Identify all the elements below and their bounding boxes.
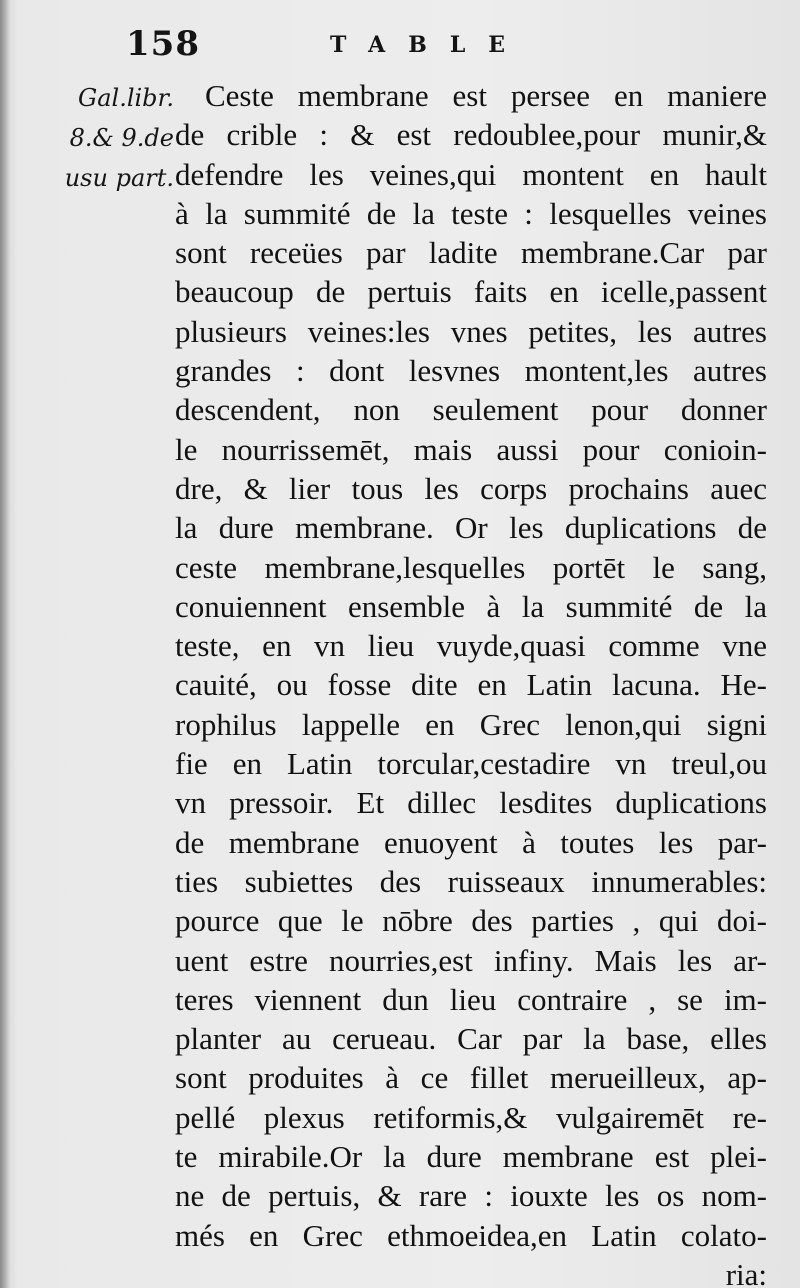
text-line: ne de pertuis, & rare : iouxte les os nom- [175, 1178, 767, 1214]
text-line: sont produites à ce fillet merueilleux, ap- [175, 1060, 767, 1096]
body-text [175, 76, 767, 1288]
text-line: à la summité de la teste : lesquelles veines [175, 195, 767, 231]
text-line: plusieurs veines:les vnes petites, les autres [175, 313, 767, 349]
text-line: sont receües par ladite membrane.Car par [175, 235, 767, 271]
text-line: le nourrissemēt, mais aussi pour conioin- [175, 431, 767, 467]
text-line: planter au cerueau. Car par la base, elles [175, 1021, 767, 1057]
margin-note-line: Gal.libr. [78, 84, 174, 112]
text-line: fie en Latin torcular,cestadire vn treul,ou [175, 746, 767, 782]
text-line: de crible : & est redoublee,pour munir,& [175, 117, 767, 153]
text-line: grandes : dont lesvnes montent,les autres [175, 353, 767, 389]
text-line: beaucoup de pertuis faits en icelle,passent [175, 274, 767, 310]
text-line: conuiennent ensemble à la summité de la [175, 588, 767, 624]
text-line: defendre les veines,qui montent en hault [175, 156, 767, 192]
gutter-shadow [0, 0, 10, 1288]
text-line: dre, & lier tous les corps prochains auec [175, 470, 767, 506]
text-line: te mirabile.Or la dure membrane est plei- [175, 1139, 767, 1175]
text-line: teres viennent dun lieu contraire , se im- [175, 981, 767, 1017]
page-number: 158 [126, 24, 200, 64]
text-line: uent estre nourries,est infiny. Mais les ar- [175, 942, 767, 978]
text-line: pource que le nōbre des parties , qui doi- [175, 903, 767, 939]
text-line: teste, en vn lieu vuyde,quasi comme vne [175, 628, 767, 664]
text-line: Ceste membrane est persee en maniere [205, 78, 767, 113]
text-line: vn pressoir. Et dillec lesdites duplications [175, 785, 767, 821]
page-header [0, 24, 800, 68]
margin-note-line: usu part. [64, 164, 174, 192]
text-line: ceste membrane,lesquelles portēt le sang, [175, 549, 767, 585]
margin-note-line: 8.& 9.de [69, 124, 174, 152]
text-line: ria: [725, 1256, 767, 1288]
text-line: més en Grec ethmoeidea,en Latin colato- [175, 1217, 767, 1253]
text-line: descendent, non seulement pour donner [175, 392, 767, 428]
text-line: cauité, ou fosse dite en Latin lacuna. He- [175, 667, 767, 703]
running-head: TABLE [330, 32, 529, 58]
text-line: pellé plexus retiformis,& vulgairemēt re- [175, 1099, 767, 1135]
margin-note [44, 78, 174, 198]
text-line: de membrane enuoyent à toutes les par- [175, 824, 767, 860]
text-line: ties subiettes des ruisseaux innumerables: [175, 863, 767, 899]
text-line: rophilus lappelle en Grec lenon,qui signi [175, 706, 767, 742]
text-line: la dure membrane. Or les duplications de [175, 510, 767, 546]
